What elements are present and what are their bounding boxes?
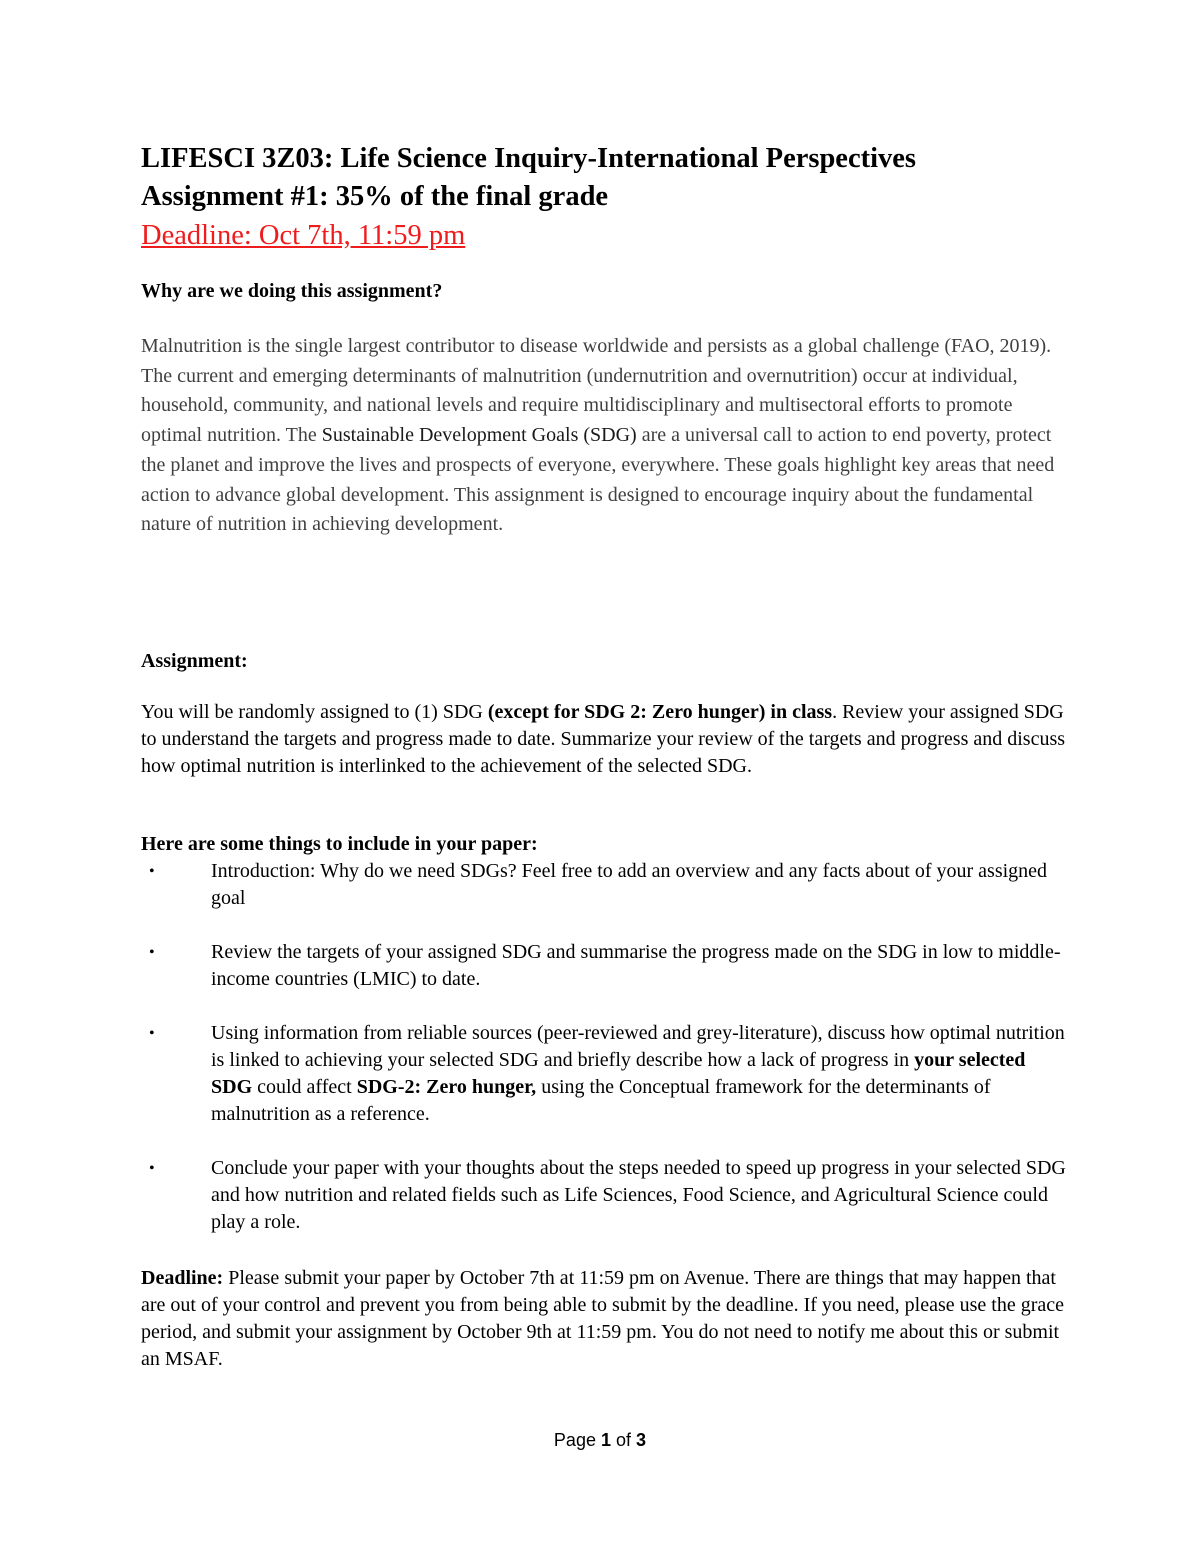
page-number: 1 [600,1430,611,1450]
deadline-text: Please submit your paper by October 7th at 11:59 pm on Avenue. There are things that may happen that are out of your control and prevent you from being able to submit by the deadline. If you need, please use the grace period, and submit your assignment by October 9th at 11:59 pm. You do not need to notify me about this or submit an MSAF. [141,1267,1065,1370]
list-item-text: Introduction: Why do we need SDGs? Feel free to add an overview and any facts about of your assigned goal [211,860,1048,909]
assignment-text-1: You will be randomly assigned to (1) SDG [141,701,488,723]
assignment-exception: (except for SDG 2: Zero hunger) in class [487,701,833,723]
list-item [141,1155,1066,1236]
list-item [141,858,1066,912]
include-list [141,858,1066,1263]
page-footer [0,1430,1200,1451]
page-title: LIFESCI 3Z03: Life Science Inquiry-International Perspectives [141,143,917,174]
list-item-text-1: Using information from reliable sources (peer-reviewed and grey-literature), discuss how optimal nutrition is linked to achieving your selected SDG and briefly describe how a lack of progress in [211,1022,1065,1071]
of-word: of [616,1430,632,1450]
deadline-paragraph [141,1265,1066,1373]
list-item-bold-1: your selected SDG [211,1049,1026,1098]
page-total: 3 [636,1430,647,1450]
document-page [141,140,1066,1370]
list-item [141,1020,1066,1128]
deadline-heading: Deadline: Oct 7th, 11:59 pm [141,220,466,251]
why-text-1: Malnutrition is the single largest contributor to disease worldwide and persists as a global challenge (FAO, 2019). The current and emerging determinants of malnutrition (undernutrition and overnutrition) occur at individual, household, community, and national levels and require multidisciplinary and multisectoral efforts to promote optimal nutrition. The [141,335,1052,447]
assignment-text-2: . Review your assigned SDG to understand the targets and progress made to date. Summarize your review of the targets and progress and discuss how optimal nutrition is interlinked to the achievement of the selected SDG. [141,701,1066,777]
sdg-term: Sustainable Development Goals (SDG) [321,424,637,447]
why-text-2: are a universal call to action to end poverty, protect the planet and improve the lives and prospects of everyone, everywhere. These goals highlight key areas that need action to advance global development. This assignment is designed to encourage inquiry about the fundamental nature of nutrition in achieving development. [141,424,1055,536]
page-word: Page [553,1430,596,1450]
page-subtitle: Assignment #1: 35% of the final grade [141,181,609,212]
include-heading: Here are some things to include in your paper: [141,833,538,855]
assignment-paragraph [141,699,1066,779]
why-heading: Why are we doing this assignment? [141,280,443,302]
list-item [141,939,1066,993]
bullet-icon: • [149,1160,155,1177]
assignment-heading: Assignment: [141,650,248,672]
list-item-text: Conclude your paper with your thoughts about the steps needed to speed up progress in your selected SDG and how nutrition and related fields such as Life Sciences, Food Science, and Agricultural Science could play a role. [211,1157,1066,1233]
list-item-bold-2: SDG-2: Zero hunger, [356,1076,537,1098]
list-item-text-3: using the Conceptual framework for the determinants of malnutrition as a reference. [211,1076,991,1125]
bullet-icon: • [149,1025,155,1042]
deadline-label: Deadline: [141,1267,224,1289]
bullet-icon: • [149,944,155,961]
bullet-icon: • [149,863,155,880]
list-item-text-2: could affect [252,1076,357,1098]
why-paragraph [141,332,1066,540]
list-item-text: Review the targets of your assigned SDG and summarise the progress made on the SDG in low to middle-income countries (LMIC) to date. [211,941,1061,990]
